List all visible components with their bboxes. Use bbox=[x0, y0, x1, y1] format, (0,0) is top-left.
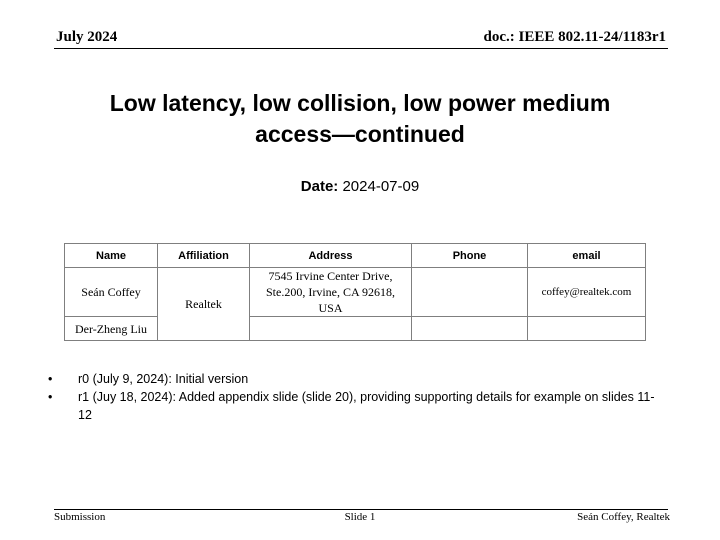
slide-title bbox=[40, 88, 680, 150]
revision-list bbox=[48, 370, 658, 424]
table-row bbox=[65, 317, 646, 341]
footer-author: Seán Coffey, Realtek bbox=[577, 511, 670, 523]
author-phone bbox=[412, 268, 528, 317]
list-item bbox=[48, 370, 658, 388]
author-address bbox=[250, 317, 412, 341]
footer-slide-number: Slide 1 bbox=[344, 511, 376, 523]
address-line-1: 7545 Irvine Center Drive, bbox=[268, 269, 393, 283]
list-item bbox=[48, 388, 658, 424]
slide-title-line-1: Low latency, low collision, low power medium bbox=[109, 90, 611, 116]
revision-text: r0 (July 9, 2024): Initial version bbox=[78, 372, 249, 386]
author-affiliation: Realtek bbox=[158, 268, 250, 341]
address-line-3: USA bbox=[318, 301, 343, 315]
author-phone bbox=[412, 317, 528, 341]
author-email bbox=[528, 317, 646, 341]
date-label: Date: bbox=[300, 178, 339, 195]
date-value: 2024-07-09 bbox=[342, 178, 420, 195]
column-header-address: Address bbox=[250, 244, 412, 268]
authors-table bbox=[64, 243, 646, 341]
bullet-icon: • bbox=[48, 390, 53, 404]
author-email: coffey@realtek.com bbox=[528, 268, 646, 317]
slide-title-line-2: access—continued bbox=[255, 121, 465, 147]
footer-submission: Submission bbox=[54, 511, 106, 523]
column-header-phone: Phone bbox=[412, 244, 528, 268]
table-header-row bbox=[65, 244, 646, 268]
column-header-affiliation: Affiliation bbox=[158, 244, 250, 268]
address-line-2: Ste.200, Irvine, CA 92618, bbox=[266, 285, 395, 299]
author-address bbox=[250, 268, 412, 317]
column-header-name: Name bbox=[65, 244, 158, 268]
header-doc-id: doc.: IEEE 802.11-24/1183r1 bbox=[483, 29, 666, 45]
header-date: July 2024 bbox=[56, 29, 118, 45]
slide-date bbox=[0, 178, 720, 195]
revision-text: r1 (Juy 18, 2024): Added appendix slide (slide 20), providing supporting details for example on slides 11-12 bbox=[78, 390, 655, 422]
table-row bbox=[65, 268, 646, 317]
bullet-icon: • bbox=[48, 372, 53, 386]
column-header-email: email bbox=[528, 244, 646, 268]
footer-divider bbox=[54, 509, 668, 510]
author-name: Seán Coffey bbox=[65, 268, 158, 317]
header-divider bbox=[54, 48, 668, 49]
author-name: Der-Zheng Liu bbox=[65, 317, 158, 341]
